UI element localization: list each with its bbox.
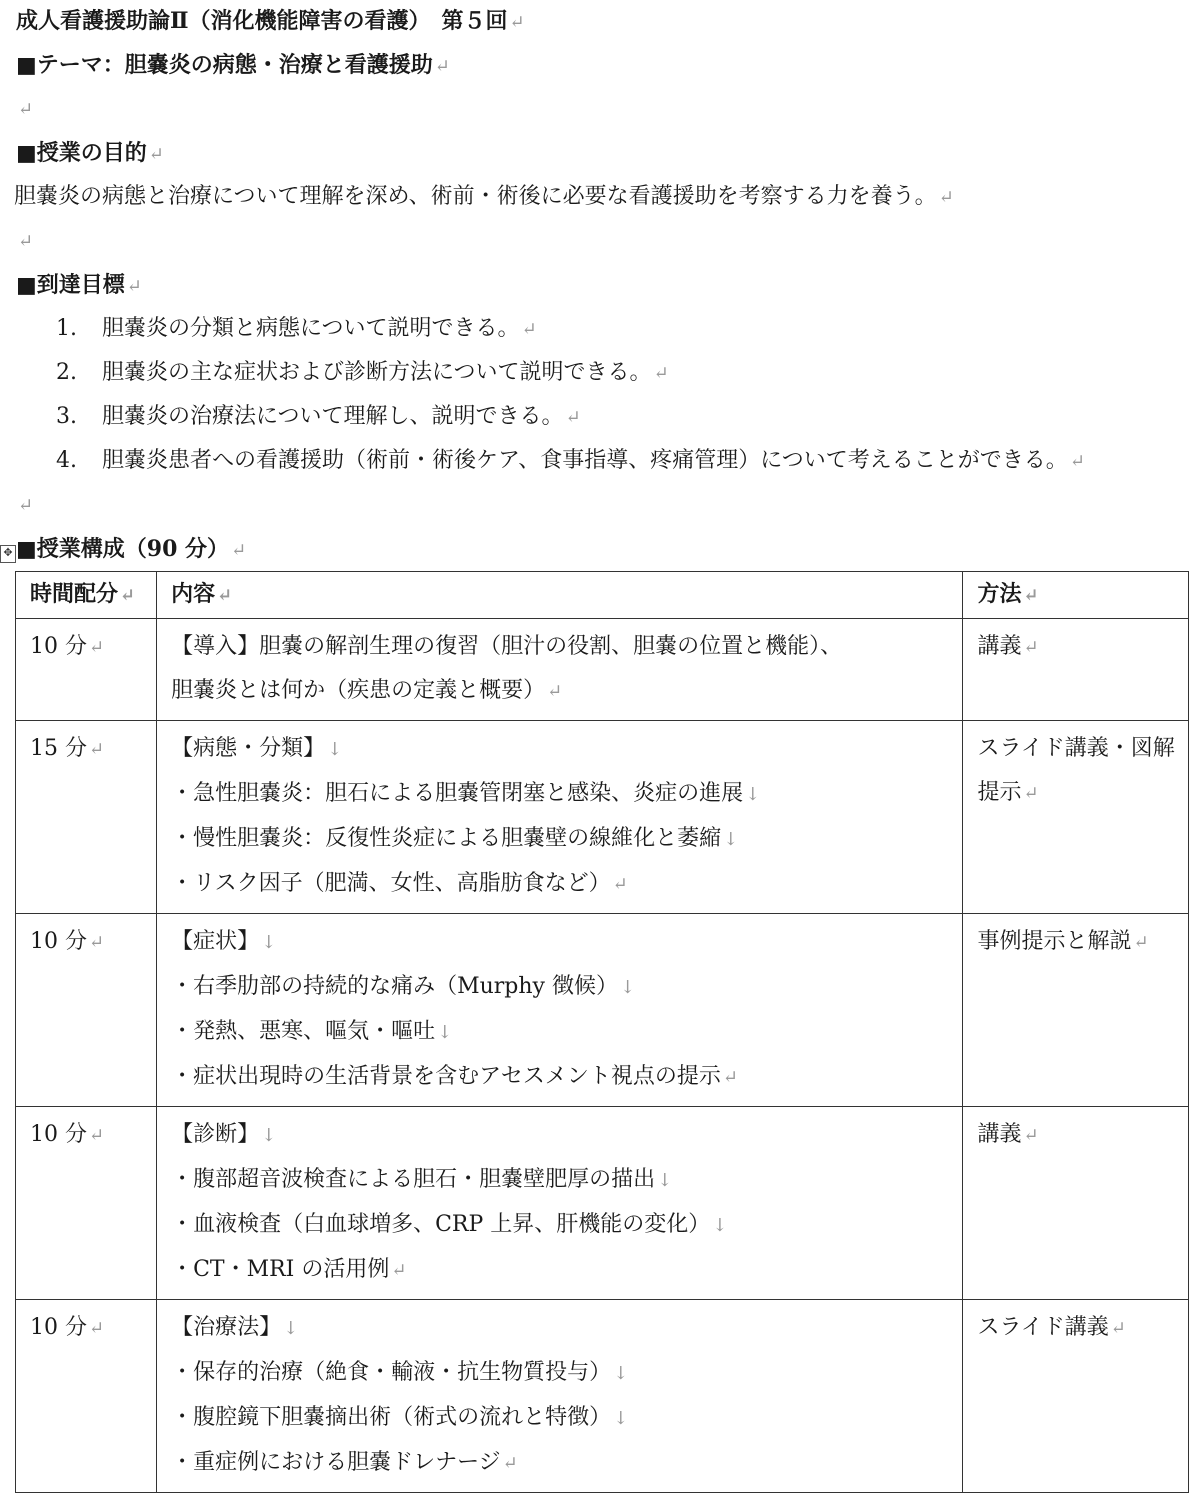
content-line: ・症状出現時の生活背景を含むアセスメント視点の提示 ↵ xyxy=(171,1064,738,1089)
content-line: ・慢性胆嚢炎：反復性炎症による胆嚢壁の線維化と萎縮 ↓ xyxy=(171,826,739,851)
content-line: 【症状】 ↓ xyxy=(171,929,277,954)
purpose-heading: ■授業の目的 ↵ xyxy=(16,140,164,166)
time-cell[interactable]: 10 分 ↵ xyxy=(16,1300,157,1493)
content-line: 胆嚢炎とは何か（疾患の定義と概要） ↵ xyxy=(171,678,563,703)
paragraph-mark-icon: ↵ xyxy=(938,187,954,208)
goal-item: 2. 胆嚢炎の主な症状および診断方法について説明できる。 ↵ xyxy=(56,360,669,385)
blank-line xyxy=(16,94,33,125)
header-content-cell[interactable]: 内容 ↵ xyxy=(157,572,963,619)
paragraph-mark-icon: ↵ xyxy=(521,319,537,340)
time-cell[interactable]: 15 分 ↵ xyxy=(16,721,157,914)
blank-line xyxy=(16,226,33,257)
goal-item: 1. 胆嚢炎の分類と病態について説明できる。 ↵ xyxy=(56,316,537,341)
header-time-cell[interactable]: 時間配分 ↵ xyxy=(16,572,157,619)
content-line: ・保存的治療（絶食・輸液・抗生物質投与） ↓ xyxy=(171,1360,629,1385)
lesson-plan-table xyxy=(15,571,1189,1493)
table-row xyxy=(16,1300,1189,1493)
method-cell[interactable]: 講義 ↵ xyxy=(963,1107,1189,1300)
time-cell[interactable]: 10 分 ↵ xyxy=(16,914,157,1107)
paragraph-mark-icon: ↵ xyxy=(231,540,247,561)
document-title: 成人看護援助論Ⅱ（消化機能障害の看護） 第５回 ↵ xyxy=(16,8,525,34)
method-cell[interactable]: スライド講義 ↵ xyxy=(963,1300,1189,1493)
method-cell[interactable]: 事例提示と解説 ↵ xyxy=(963,914,1189,1107)
content-line: 【診断】 ↓ xyxy=(171,1122,277,1147)
goal-item: 3. 胆嚢炎の治療法について理解し、説明できる。 ↵ xyxy=(56,404,581,429)
content-line: 【治療法】 ↓ xyxy=(171,1315,299,1340)
table-header-row xyxy=(16,572,1189,619)
paragraph-mark-icon: ↵ xyxy=(1069,451,1085,472)
theme-heading: ■テーマ：胆嚢炎の病態・治療と看護援助 ↵ xyxy=(16,52,450,78)
header-method-cell[interactable]: 方法 ↵ xyxy=(963,572,1189,619)
time-cell[interactable]: 10 分 ↵ xyxy=(16,1107,157,1300)
table-row xyxy=(16,619,1189,721)
paragraph-mark-icon: ↵ xyxy=(653,363,669,384)
content-cell[interactable] xyxy=(157,721,963,914)
content-cell[interactable] xyxy=(157,1300,963,1493)
content-line: 【病態・分類】 ↓ xyxy=(171,736,343,761)
content-line: ・リスク因子（肥満、女性、高脂肪食など） ↵ xyxy=(171,871,628,896)
time-cell[interactable]: 10 分 ↵ xyxy=(16,619,157,721)
content-line: ・発熱、悪寒、嘔気・嘔吐 ↓ xyxy=(171,1019,453,1044)
content-line: ・CT・MRI の活用例 ↵ xyxy=(171,1257,407,1282)
content-line: ・右季肋部の持続的な痛み（Murphy 徴候） ↓ xyxy=(171,974,636,999)
content-line: ・急性胆嚢炎：胆石による胆嚢管閉塞と感染、炎症の進展 ↓ xyxy=(171,781,761,806)
purpose-text: 胆嚢炎の病態と治療について理解を深め、術前・術後に必要な看護援助を考察する力を養う。 ↵ xyxy=(14,184,954,209)
paragraph-mark-icon: ↵ xyxy=(18,231,34,252)
table-row xyxy=(16,914,1189,1107)
content-cell[interactable] xyxy=(157,619,963,721)
paragraph-mark-icon: ↵ xyxy=(434,56,450,77)
content-line: 【導入】胆嚢の解剖生理の復習（胆汁の役割、胆嚢の位置と機能）、 xyxy=(171,634,843,659)
table-move-handle-icon[interactable]: ✥ xyxy=(0,545,16,563)
table-row xyxy=(16,1107,1189,1300)
table-row xyxy=(16,721,1189,914)
structure-heading: ■授業構成（90 分） ↵ xyxy=(16,536,247,562)
content-line: ・腹腔鏡下胆嚢摘出術（術式の流れと特徴） ↓ xyxy=(171,1405,629,1430)
method-cell[interactable]: スライド講義・図解提示 ↵ xyxy=(963,721,1189,914)
content-line: ・腹部超音波検査による胆石・胆嚢壁肥厚の描出 ↓ xyxy=(171,1167,673,1192)
paragraph-mark-icon: ↵ xyxy=(509,12,525,33)
content-line: ・重症例における胆嚢ドレナージ ↵ xyxy=(171,1450,518,1475)
goal-item: 4. 胆嚢炎患者への看護援助（術前・術後ケア、食事指導、疼痛管理）について考えることができる。 ↵ xyxy=(56,448,1085,473)
method-cell[interactable]: 講義 ↵ xyxy=(963,619,1189,721)
paragraph-mark-icon: ↵ xyxy=(148,144,164,165)
paragraph-mark-icon: ↵ xyxy=(18,99,34,120)
content-cell[interactable] xyxy=(157,914,963,1107)
goals-heading: ■到達目標 ↵ xyxy=(16,272,142,298)
blank-line xyxy=(16,490,33,521)
content-line: ・血液検査（白血球増多、CRP 上昇、肝機能の変化） ↓ xyxy=(171,1212,728,1237)
content-cell[interactable] xyxy=(157,1107,963,1300)
paragraph-mark-icon: ↵ xyxy=(565,407,581,428)
paragraph-mark-icon: ↵ xyxy=(126,276,142,297)
paragraph-mark-icon: ↵ xyxy=(18,495,34,516)
